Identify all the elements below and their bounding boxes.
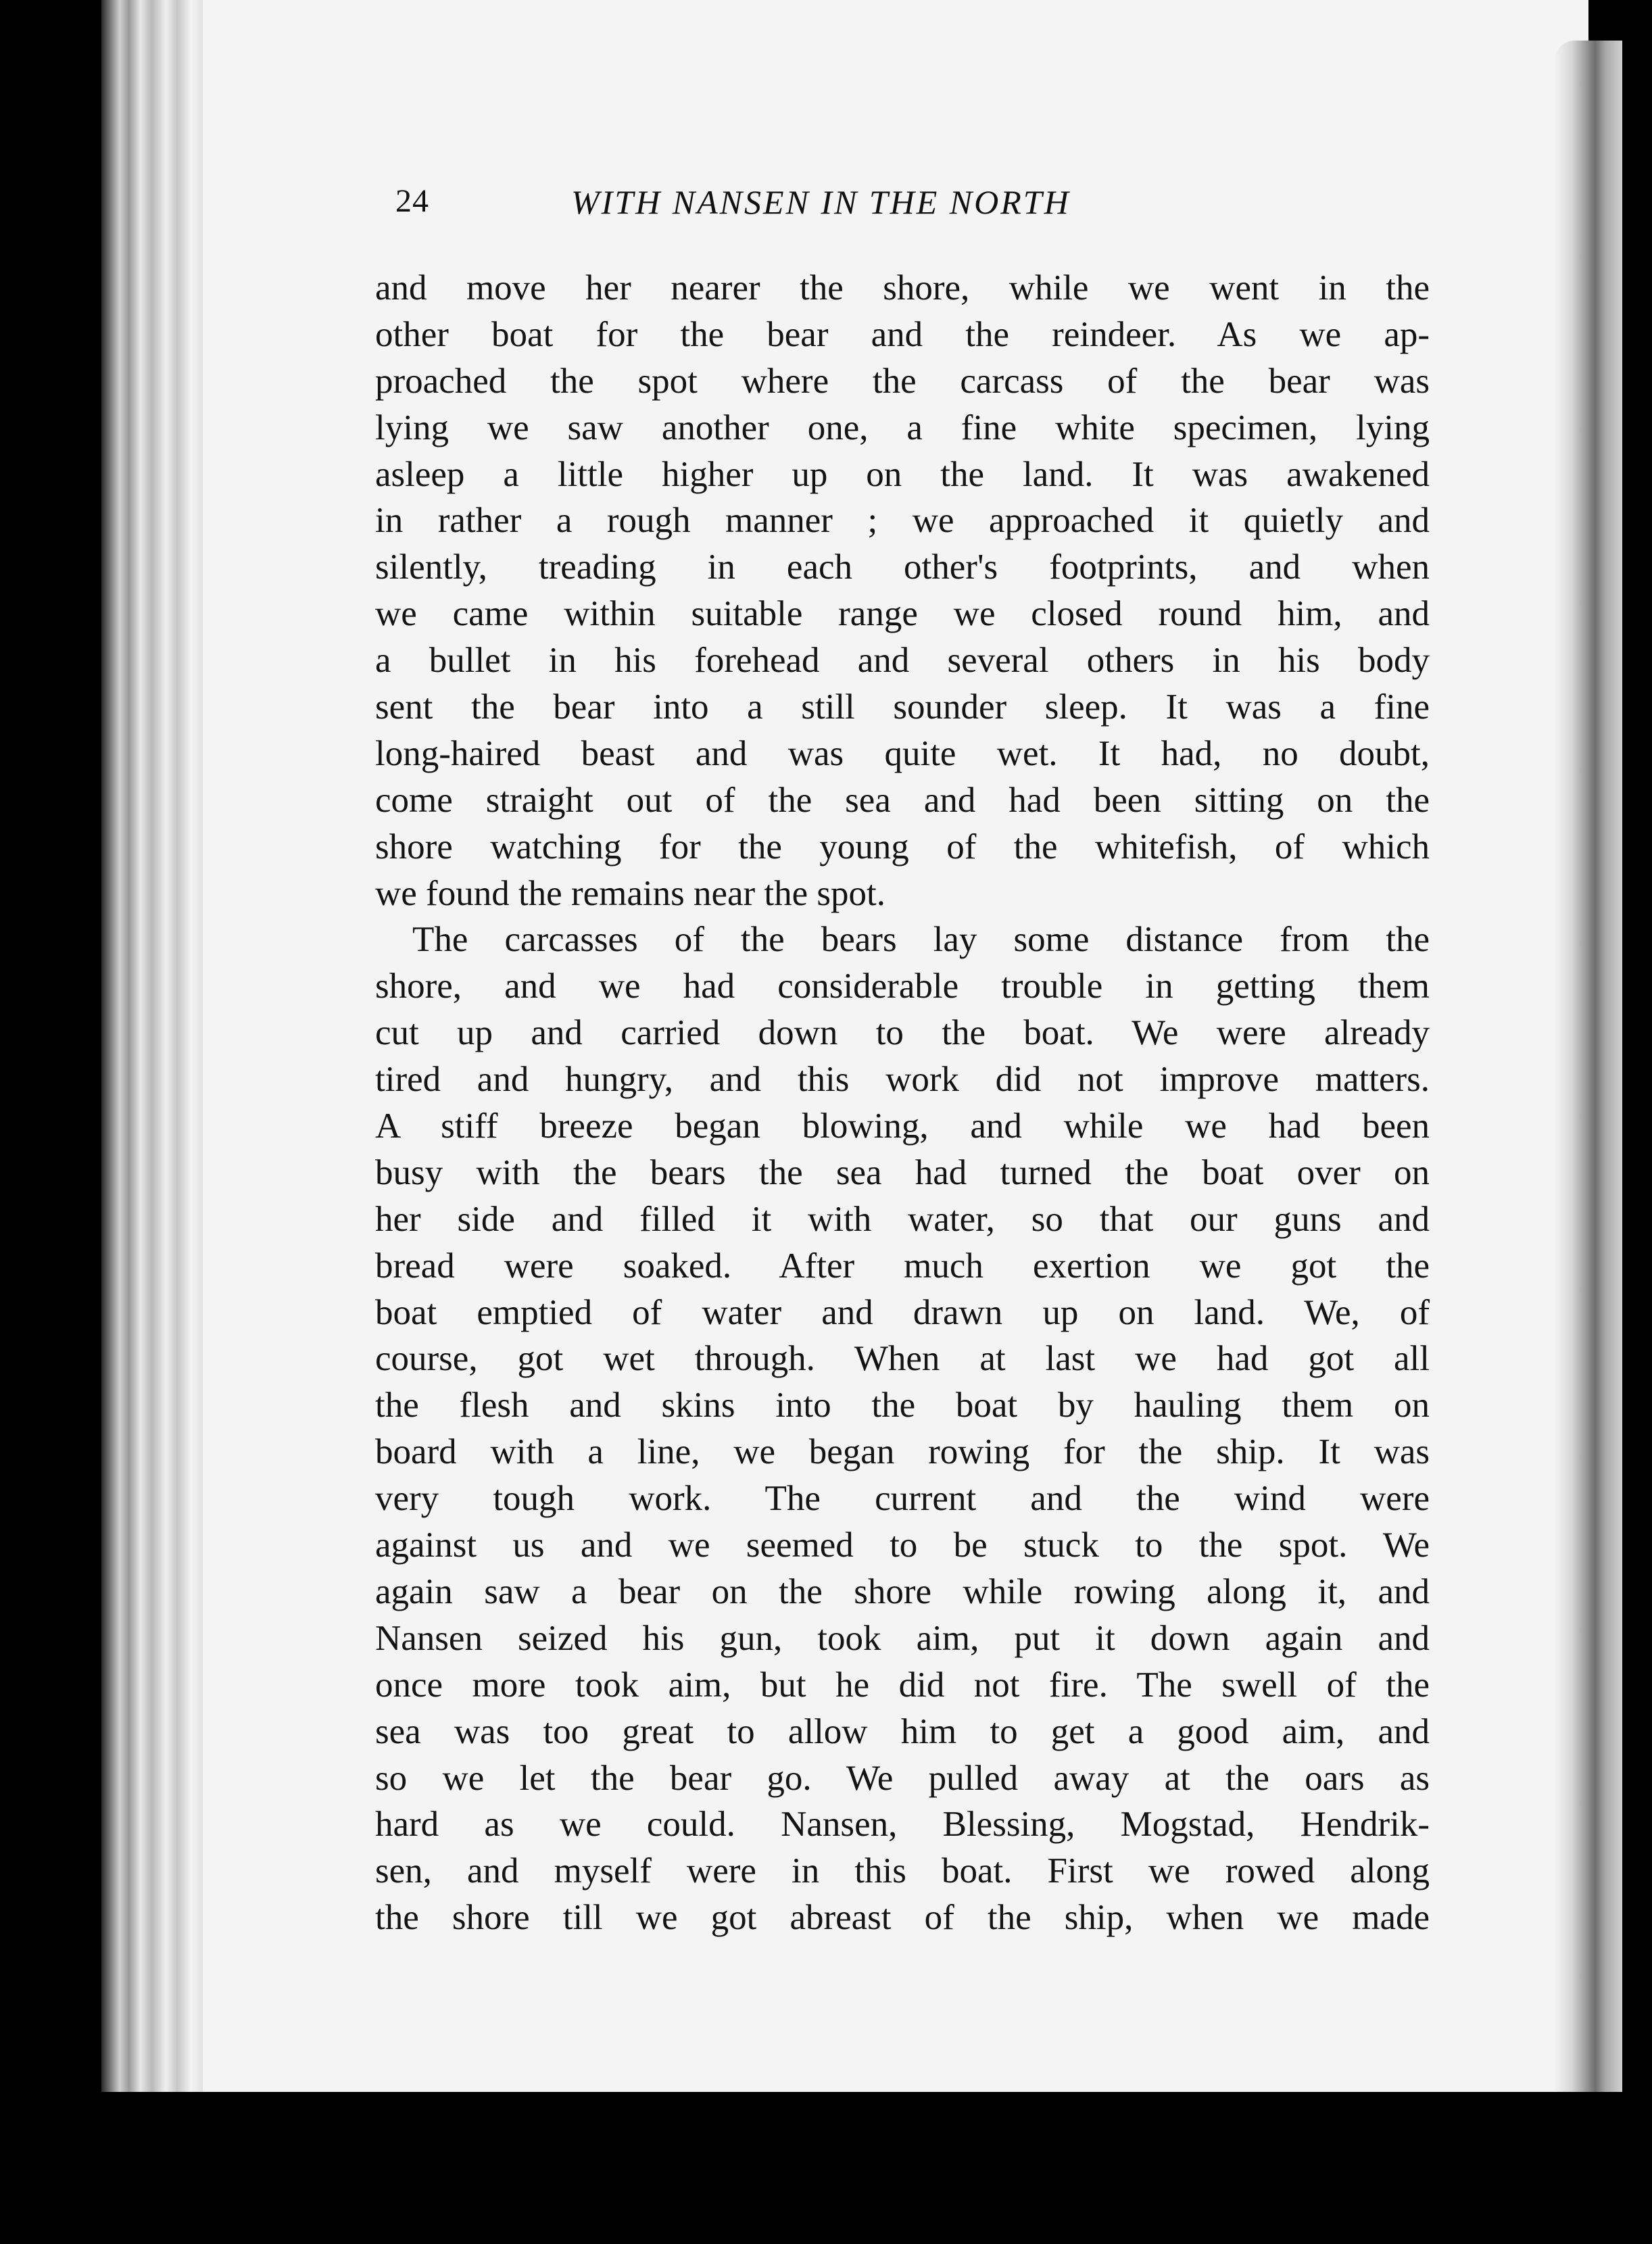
text-line: a bullet in his forehead and several others in his body	[375, 641, 1430, 681]
scan-border	[101, 2092, 1652, 2244]
text-line: course, got wet through. When at last we had got all	[375, 1339, 1430, 1379]
text-line: sen, and myself were in this boat. First we rowed along	[375, 1851, 1430, 1891]
text-line: and move her nearer the shore, while we went in the	[375, 268, 1430, 308]
text-line: so we let the bear go. We pulled away at the oars as	[375, 1758, 1430, 1798]
body-text	[375, 265, 1430, 1941]
text-line: long-haired beast and was quite wet. It had, no doubt,	[375, 733, 1430, 773]
text-line: other boat for the bear and the reindeer. As we ap-	[375, 314, 1430, 354]
text-line: the shore till we got abreast of the ship, when we made	[375, 1898, 1430, 1938]
text-line: the flesh and skins into the boat by hauling them on	[375, 1386, 1430, 1425]
book-binding	[101, 0, 216, 2092]
text-line: once more took aim, but he did not fire. The swell of the	[375, 1665, 1430, 1705]
text-line: busy with the bears the sea had turned the boat over on	[375, 1152, 1430, 1192]
text-line: very tough work. The current and the wind were	[375, 1479, 1430, 1519]
text-line: proached the spot where the carcass of the bear was	[375, 361, 1430, 401]
text-line: board with a line, we began rowing for the ship. It was	[375, 1432, 1430, 1472]
paragraph-end-line: we found the remains near the spot.	[375, 873, 886, 913]
text-line: cut up and carried down to the boat. We were already	[375, 1013, 1430, 1053]
text-line: sea was too great to allow him to get a good aim, and	[375, 1711, 1430, 1751]
text-line: Nansen seized his gun, took aim, put it down again and	[375, 1618, 1430, 1658]
text-line: A stiff breeze began blowing, and while we had been	[375, 1106, 1430, 1146]
text-line: tired and hungry, and this work did not improve matters.	[375, 1060, 1430, 1100]
text-line: we came within suitable range we closed round him, and	[375, 594, 1430, 634]
text-line: silently, treading in each other's footprints, and when	[375, 547, 1430, 587]
running-title: WITH NANSEN IN THE NORTH	[571, 183, 1071, 221]
text-line: lying we saw another one, a fine white specimen, lying	[375, 408, 1430, 447]
text-line: shore, and we had considerable trouble in getting them	[375, 967, 1430, 1006]
text-line: sent the bear into a still sounder sleep. It was a fine	[375, 687, 1430, 727]
text-line: hard as we could. Nansen, Blessing, Mogstad, Hendrik-	[375, 1805, 1430, 1845]
text-line: her side and filled it with water, so that our guns and	[375, 1199, 1430, 1239]
page-number: 24	[395, 183, 429, 219]
text-line: come straight out of the sea and had been sitting on the	[375, 780, 1430, 820]
text-line: again saw a bear on the shore while rowing along it, and	[375, 1571, 1430, 1611]
running-head	[395, 182, 1274, 237]
text-line: bread were soaked. After much exertion we got the	[375, 1246, 1430, 1286]
text-line: boat emptied of water and drawn up on land. We, of	[375, 1292, 1430, 1332]
text-line: shore watching for the young of the whitefish, of which	[375, 827, 1430, 867]
paragraph-first-line: The carcasses of the bears lay some distance from the	[412, 920, 1430, 960]
text-line: against us and we seemed to be stuck to the spot. We	[375, 1526, 1430, 1565]
page-stack-edge	[1555, 41, 1622, 2092]
text-line: asleep a little higher up on the land. It was awakened	[375, 454, 1430, 494]
text-line: in rather a rough manner ; we approached it quietly and	[375, 501, 1430, 541]
